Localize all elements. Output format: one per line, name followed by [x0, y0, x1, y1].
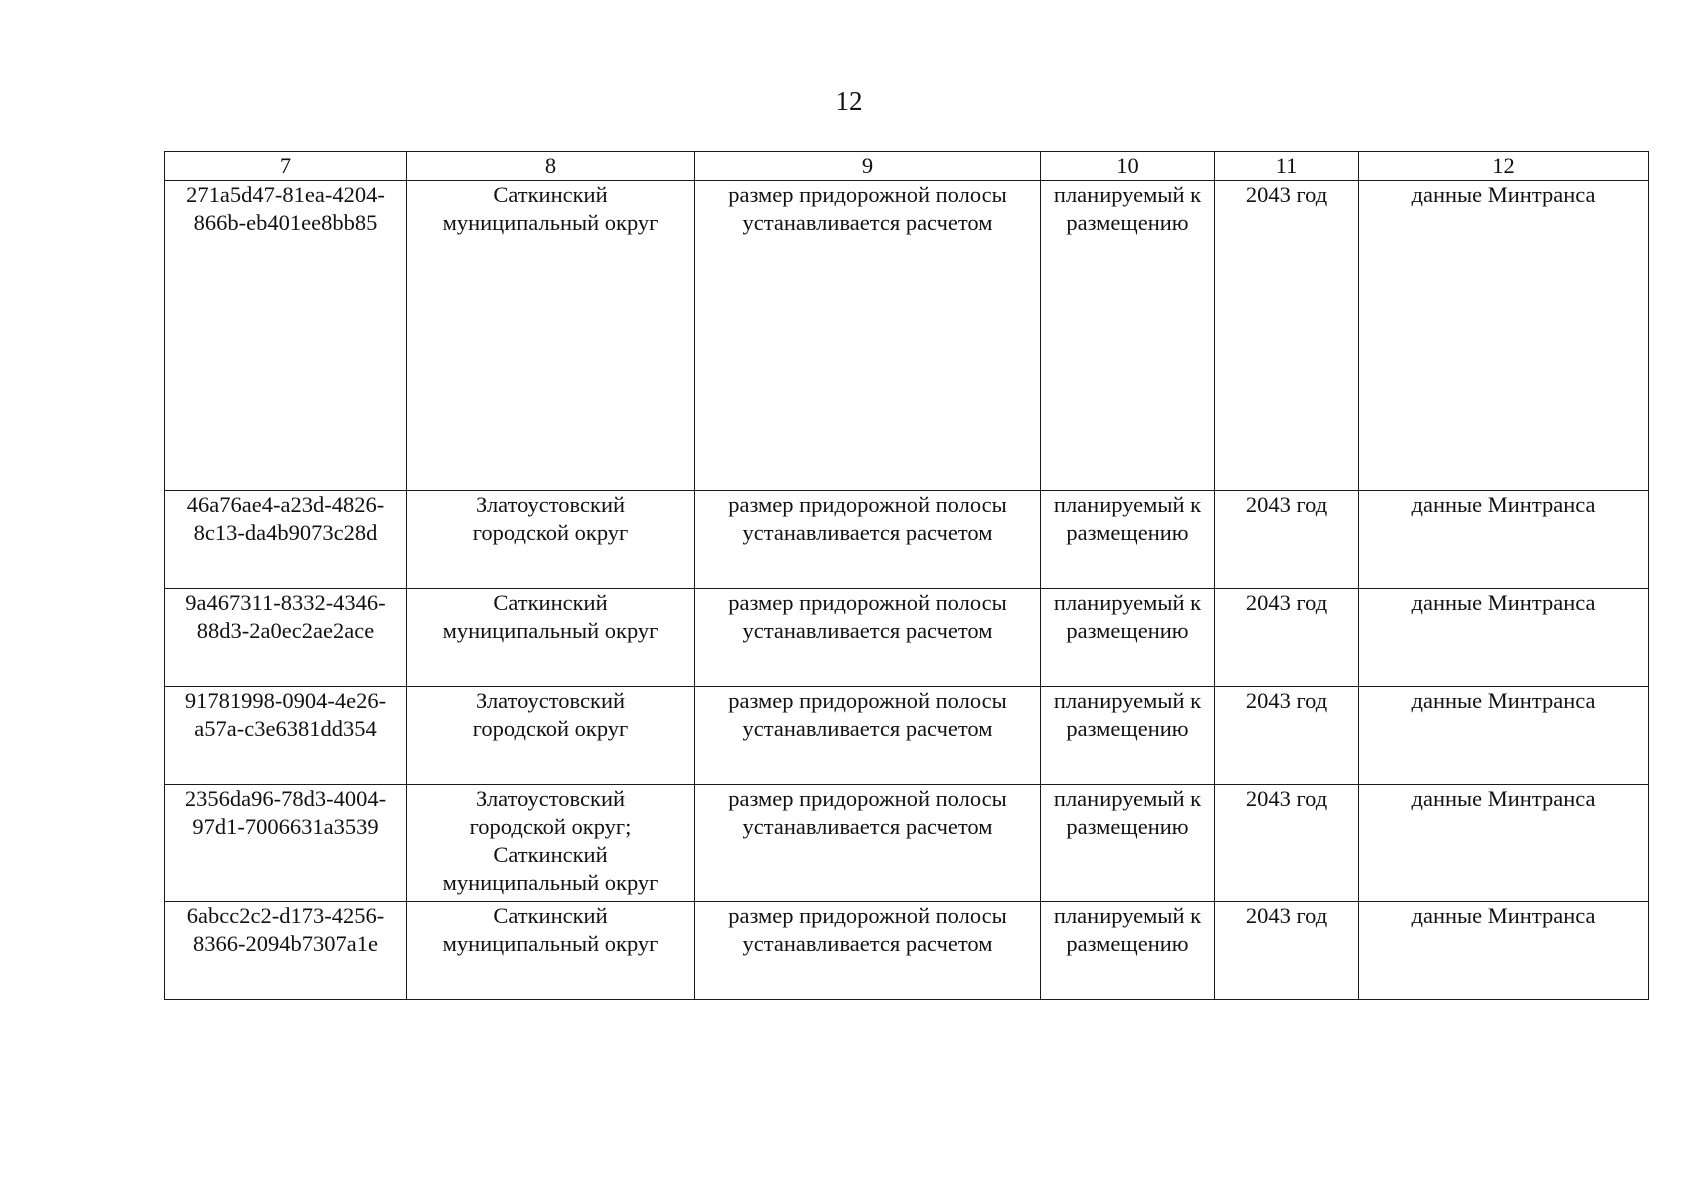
- source: данные Минтранса: [1411, 182, 1596, 207]
- source-cell: [1359, 687, 1649, 785]
- year: 2043 год: [1245, 492, 1328, 517]
- status-cell: [1041, 491, 1215, 589]
- year: 2043 год: [1245, 590, 1328, 615]
- zone-size-cell: [695, 785, 1041, 902]
- territory: Саткинский муниципальный округ: [442, 903, 659, 956]
- zone-size: размер придорожной полосы устанавливается расчетом: [728, 182, 1007, 235]
- territory: Златоустовский городской округ: [472, 688, 629, 741]
- page-number: 12: [835, 86, 863, 116]
- status-cell: [1041, 181, 1215, 491]
- zone-size: размер придорожной полосы устанавливается расчетом: [728, 903, 1007, 956]
- territory-cell: [407, 785, 695, 902]
- zone-size-cell: [695, 181, 1041, 491]
- object-id-cell: [165, 491, 407, 589]
- territory: Златоустовский городской округ; Саткинский муниципальный округ: [442, 786, 659, 895]
- source-cell: [1359, 181, 1649, 491]
- status-cell: [1041, 785, 1215, 902]
- source-cell: [1359, 902, 1649, 1000]
- territory-cell: [407, 491, 695, 589]
- table-row: [165, 491, 1649, 589]
- source-cell: [1359, 589, 1649, 687]
- object-id: 91781998-0904-4e26- a57a-c3e6381dd354: [184, 688, 387, 741]
- column-header-9: 9: [695, 152, 1041, 181]
- column-header-11: 11: [1215, 152, 1359, 181]
- object-id-cell: [165, 181, 407, 491]
- zone-size: размер придорожной полосы устанавливается расчетом: [728, 786, 1007, 839]
- source: данные Минтранса: [1411, 786, 1596, 811]
- status-cell: [1041, 589, 1215, 687]
- territory: Саткинский муниципальный округ: [442, 182, 659, 235]
- territory-cell: [407, 687, 695, 785]
- column-header-7: 7: [165, 152, 407, 181]
- object-id: 271a5d47-81ea-4204- 866b-eb401ee8bb85: [186, 182, 385, 235]
- table-row: [165, 902, 1649, 1000]
- status: планируемый к размещению: [1053, 903, 1202, 956]
- year-cell: [1215, 589, 1359, 687]
- year: 2043 год: [1245, 182, 1328, 207]
- data-table: [164, 151, 1649, 1000]
- object-id: 2356da96-78d3-4004- 97d1-7006631a3539: [184, 786, 387, 839]
- zone-size: размер придорожной полосы устанавливается расчетом: [728, 688, 1007, 741]
- source: данные Минтранса: [1411, 590, 1596, 615]
- status: планируемый к размещению: [1053, 492, 1202, 545]
- column-header-8: 8: [407, 152, 695, 181]
- status: планируемый к размещению: [1053, 590, 1202, 643]
- table-row: [165, 687, 1649, 785]
- territory-cell: [407, 181, 695, 491]
- status: планируемый к размещению: [1053, 182, 1202, 235]
- year-cell: [1215, 181, 1359, 491]
- territory-cell: [407, 589, 695, 687]
- object-id-cell: [165, 785, 407, 902]
- zone-size-cell: [695, 491, 1041, 589]
- status: планируемый к размещению: [1053, 786, 1202, 839]
- source: данные Минтранса: [1411, 903, 1596, 928]
- column-header-12: 12: [1359, 152, 1649, 181]
- territory-cell: [407, 902, 695, 1000]
- year-cell: [1215, 687, 1359, 785]
- table-row: [165, 589, 1649, 687]
- zone-size-cell: [695, 589, 1041, 687]
- territory: Златоустовский городской округ: [472, 492, 629, 545]
- zone-size: размер придорожной полосы устанавливается расчетом: [728, 492, 1007, 545]
- source-cell: [1359, 785, 1649, 902]
- object-id-cell: [165, 589, 407, 687]
- year: 2043 год: [1245, 786, 1328, 811]
- table-row: [165, 181, 1649, 491]
- object-id: 9a467311-8332-4346- 88d3-2a0ec2ae2ace: [185, 590, 386, 643]
- territory: Саткинский муниципальный округ: [442, 590, 659, 643]
- column-header-10: 10: [1041, 152, 1215, 181]
- object-id-cell: [165, 687, 407, 785]
- zone-size-cell: [695, 902, 1041, 1000]
- header-row: [165, 152, 1649, 181]
- year-cell: [1215, 785, 1359, 902]
- source: данные Минтранса: [1411, 688, 1596, 713]
- status: планируемый к размещению: [1053, 688, 1202, 741]
- zone-size-cell: [695, 687, 1041, 785]
- source-cell: [1359, 491, 1649, 589]
- object-id: 46a76ae4-a23d-4826- 8c13-da4b9073c28d: [186, 492, 385, 545]
- source: данные Минтранса: [1411, 492, 1596, 517]
- object-id: 6abcc2c2-d173-4256- 8366-2094b7307a1e: [186, 903, 385, 956]
- status-cell: [1041, 902, 1215, 1000]
- table-row: [165, 785, 1649, 902]
- zone-size: размер придорожной полосы устанавливается расчетом: [728, 590, 1007, 643]
- status-cell: [1041, 687, 1215, 785]
- year-cell: [1215, 491, 1359, 589]
- year: 2043 год: [1245, 688, 1328, 713]
- year: 2043 год: [1245, 903, 1328, 928]
- year-cell: [1215, 902, 1359, 1000]
- object-id-cell: [165, 902, 407, 1000]
